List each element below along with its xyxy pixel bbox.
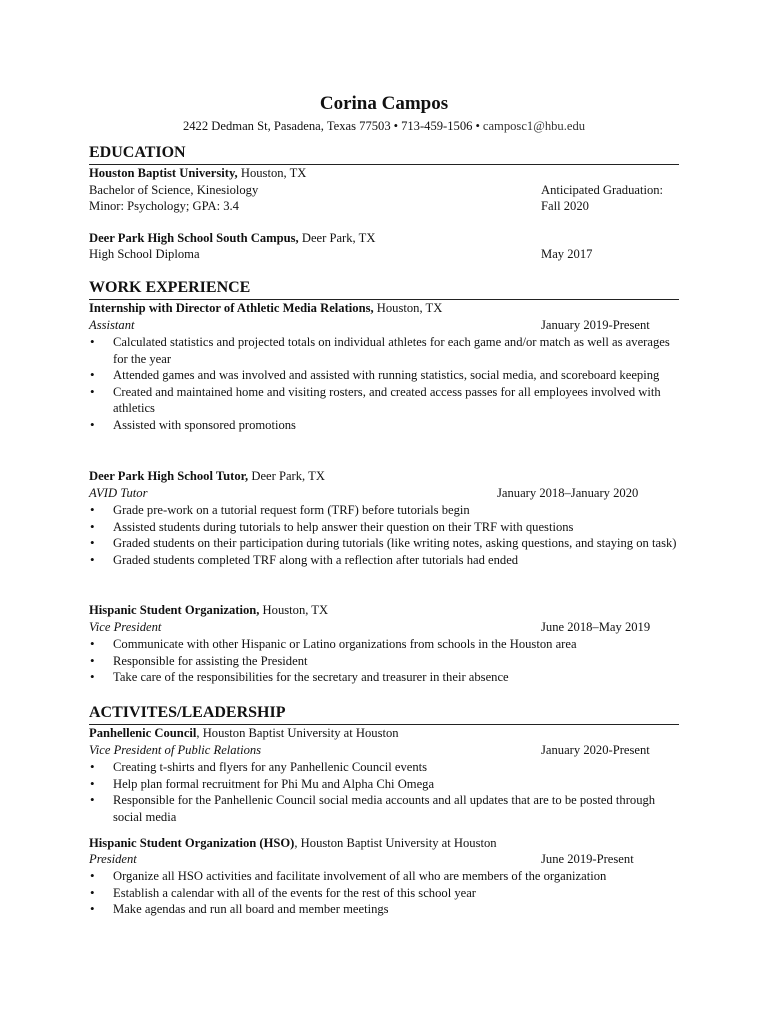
job-org-line [89,300,442,317]
job-role: AVID Tutor [89,486,148,500]
activities-heading: ACTIVITES/LEADERSHIP [89,703,679,725]
hbu-degree: Bachelor of Science, Kinesiology [89,183,259,197]
dphs-date: May 2017 [541,247,593,261]
hbu-school-line [89,165,306,182]
dphs-location: Deer Park, TX [298,231,376,245]
job-location: Houston, TX [373,301,443,315]
list-item: • Responsible for the Panhellenic Council social media accounts and all updates that are to be posted through social media [89,792,679,825]
job-org: Deer Park High School Tutor, [89,469,249,483]
job-role: Assistant [89,318,135,332]
dphs-degree: High School Diploma [89,247,200,261]
list-item: • Establish a calendar with all of the events for the rest of this school year [89,885,679,902]
activity-org-line [89,725,399,742]
activity-bullets [89,759,679,825]
activity-role: President [89,852,137,866]
dphs-school-line [89,230,375,247]
job-bullets [89,334,679,434]
hbu-minor: Minor: Psychology; GPA: 3.4 [89,199,239,213]
list-item: • Creating t-shirts and flyers for any Panhellenic Council events [89,759,679,776]
contact-line [0,118,768,134]
list-item: • Calculated statistics and projected totals on individual athletes for each game and/or match as well as averages for the year [89,334,679,367]
list-item: • Help plan formal recruitment for Phi Mu and Alpha Chi Omega [89,776,679,793]
separator: • [475,119,480,133]
job-org-line [89,602,328,619]
job-dates: June 2018–May 2019 [541,620,651,634]
work-heading: WORK EXPERIENCE [89,278,679,300]
job-role: Vice President [89,620,162,634]
list-item: • Graded students on their participation during tutorials (like writing notes, asking questions, and staying on task) [89,535,679,552]
activity-location: , Houston Baptist University at Houston [196,726,399,740]
list-item: • Responsible for assisting the President [89,653,679,670]
job-location: Deer Park, TX [248,469,325,483]
list-item: • Assisted with sponsored promotions [89,417,679,434]
candidate-name: Corina Campos [319,93,449,114]
address: 2422 Dedman St, Pasadena, Texas 77503 [182,119,391,133]
activity-bullets [89,868,679,918]
hbu-grad-label: Anticipated Graduation: [541,183,664,197]
hbu-location: Houston, TX [237,166,307,180]
phone: 713-459-1506 [401,119,473,133]
list-item: • Attended games and was involved and assisted with running statistics, social media, and scoreboard keeping [89,367,679,384]
list-item: • Organize all HSO activities and facilitate involvement of all who are members of the organization [89,868,679,885]
list-item: • Grade pre-work on a tutorial request form (TRF) before tutorials begin [89,502,679,519]
education-heading: EDUCATION [89,143,679,165]
activity-org: Panhellenic Council [89,726,197,740]
job-org: Hispanic Student Organization, [89,603,260,617]
separator: • [393,119,399,133]
list-item: • Take care of the responsibilities for the secretary and treasurer in their absence [89,669,679,686]
activity-dates: January 2020-Present [541,743,650,757]
job-dates: January 2019-Present [541,318,650,332]
job-dates: January 2018–January 2020 [497,486,639,500]
list-item: • Communicate with other Hispanic or Latino organizations from schools in the Houston area [89,636,679,653]
activity-role: Vice President of Public Relations [89,743,262,757]
list-item: • Assisted students during tutorials to help answer their question on their TRF with questions [89,519,679,536]
list-item: • Graded students completed TRF along with a reflection after tutorials had ended [89,552,679,569]
list-item: • Make agendas and run all board and member meetings [89,901,679,918]
dphs-school: Deer Park High School South Campus, [89,231,299,245]
job-org-line [89,468,325,485]
email-link[interactable]: camposc1@hbu.edu [482,119,586,133]
job-org: Internship with Director of Athletic Media Relations, [89,301,374,315]
activity-org-line [89,835,497,852]
job-bullets [89,636,679,686]
activity-dates: June 2019-Present [541,852,634,866]
activity-org: Hispanic Student Organization (HSO) [89,836,295,850]
job-bullets [89,502,679,568]
job-location: Houston, TX [259,603,329,617]
hbu-school: Houston Baptist University, [89,166,238,180]
activity-location: , Houston Baptist University at Houston [294,836,497,850]
list-item: • Created and maintained home and visiting rosters, and created access passes for all employees involved with athletics [89,384,679,417]
hbu-grad-date: Fall 2020 [541,199,589,213]
